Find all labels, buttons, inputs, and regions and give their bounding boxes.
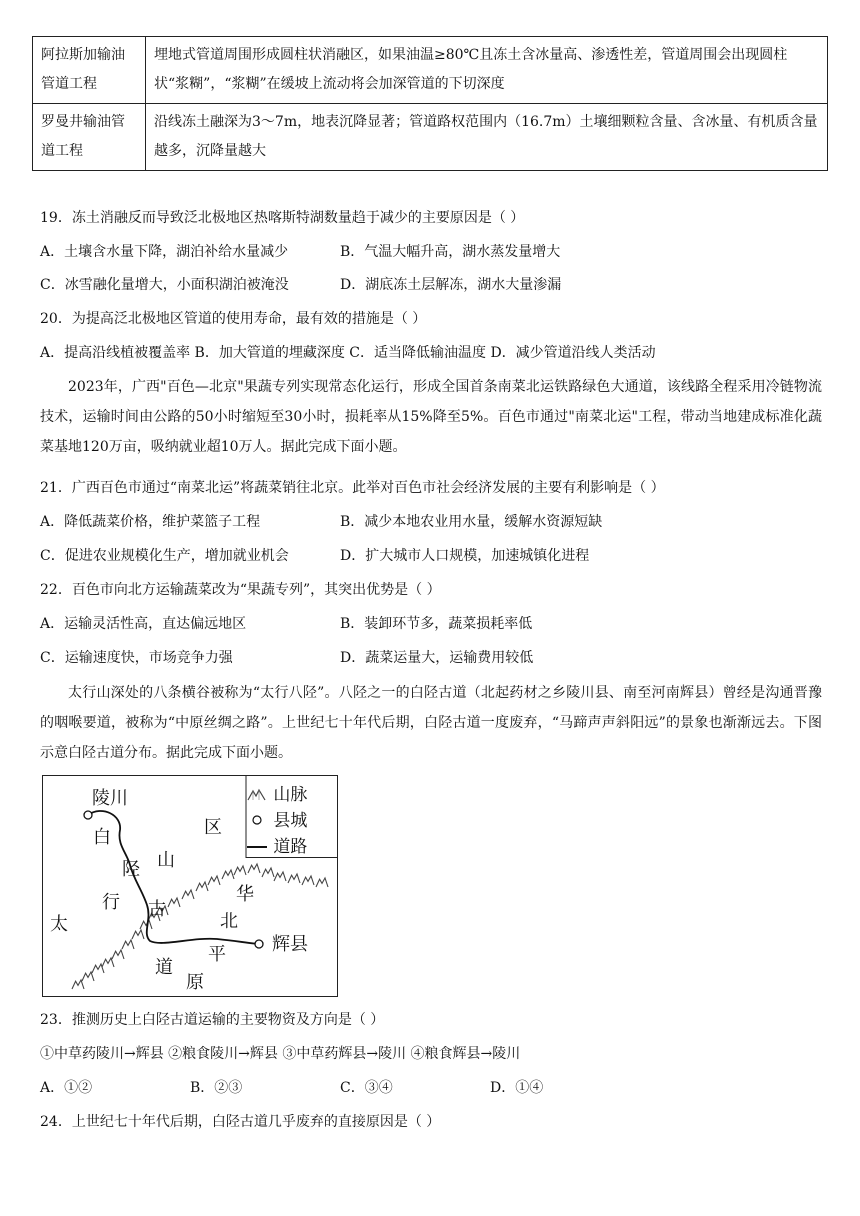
legend-county-label: 县城 bbox=[273, 811, 308, 831]
question-20-stem: 20．为提高泛北极地区管道的使用寿命，最有效的措施是（ ） bbox=[40, 311, 427, 327]
map-label-shan: 山 bbox=[157, 850, 175, 871]
passage-baixing-road: 太行山深处的八条横谷被称为“太行八陉”。八陉之一的白陉古道（北起药材之乡陵川县、南至河南辉县）曾经是沟通晋豫的咽喉要道，被称为“中原丝绸之路”。上世纪七十年代后期，白陉古道一度废弃，“马蹄声声斜阳远”的景象也渐渐远去。下图示意白陉古道分布。据此完成下面小题。 bbox=[40, 685, 822, 761]
table-cell-desc: 沿线冻土融深为3～7m，地表沉降显著；管道路权范围内（16.7m）土壤细颗粒含量、含冰量、有机质含量越多，沉降量越大 bbox=[146, 104, 828, 171]
map-label-hua: 华 bbox=[236, 884, 254, 905]
question-20-options: A．提高沿线植被覆盖率 B．加大管道的埋藏深度 C．适当降低输油温度 D．减少管道沿线人类活动 bbox=[40, 345, 656, 361]
mountain-icon bbox=[246, 786, 268, 802]
question-22-option-d: D．蔬菜运量大，运输费用较低 bbox=[340, 650, 534, 666]
table-row bbox=[33, 104, 828, 171]
map-label-xing: 陉 bbox=[122, 859, 140, 880]
question-23-option-c: C．③④ bbox=[340, 1080, 393, 1096]
question-19-stem: 19．冻土消融反而导致泛北极地区热喀斯特湖数量趋于减少的主要原因是（ ） bbox=[40, 210, 525, 226]
map-label-yuan: 原 bbox=[186, 972, 204, 993]
map-label-huixian: 辉县 bbox=[272, 934, 308, 955]
legend-road bbox=[246, 837, 307, 857]
question-24-stem: 24．上世纪七十年代后期，白陉古道几乎废弃的直接原因是（ ） bbox=[40, 1114, 441, 1130]
question-23-stem: 23．推测历史上白陉古道运输的主要物资及方向是（ ） bbox=[40, 1012, 385, 1028]
legend-road-label: 道路 bbox=[273, 837, 308, 857]
passage-vegetable-train: 2023年，广西"百色—北京"果蔬专列实现常态化运行，形成全国首条南菜北运铁路绿色大通道，该线路全程采用冷链物流技术，运输时间由公路的50小时缩短至30小时，损耗率从15%降至5%。百色市通过"南菜北运"工程，带动当地建成标准化蔬菜基地120万亩，吸纳就业超10万人。据此完成下面小题。 bbox=[40, 379, 822, 455]
question-22-stem: 22．百色市向北方运输蔬菜改为“果蔬专列”，其突出优势是（ ） bbox=[40, 582, 441, 598]
question-22-option-c: C．运输速度快，市场竞争力强 bbox=[40, 650, 233, 666]
map-label-bai: 白 bbox=[93, 827, 111, 848]
question-21-stem: 21．广西百色市通过“南菜北运”将蔬菜销往北京。此举对百色市社会经济发展的主要有利影响是（ ） bbox=[40, 480, 665, 496]
question-23-option-b: B．②③ bbox=[190, 1080, 243, 1096]
question-19-option-d: D．湖底冻土层解冻，湖水大量渗漏 bbox=[340, 277, 562, 293]
question-22-option-b: B．装卸环节多，蔬菜损耗率低 bbox=[340, 616, 533, 632]
question-22-option-a: A．运输灵活性高，直达偏远地区 bbox=[40, 616, 247, 632]
map-label-gu: 古 bbox=[148, 899, 166, 920]
question-21-option-d: D．扩大城市人口规模，加速城镇化进程 bbox=[340, 548, 590, 564]
question-21-option-b: B．减少本地农业用水量，缓解水资源短缺 bbox=[340, 514, 603, 530]
pipeline-table bbox=[32, 36, 828, 171]
question-19-option-a: A．土壤含水量下降，湖泊补给水量减少 bbox=[40, 244, 289, 260]
map-label-hang: 行 bbox=[102, 892, 120, 913]
map-label-ping: 平 bbox=[208, 944, 226, 965]
legend-mountain-label: 山脉 bbox=[273, 785, 308, 805]
question-23-option-d: D．①④ bbox=[490, 1080, 544, 1096]
table-cell-name: 罗曼井输油管道工程 bbox=[33, 104, 146, 171]
lingchuan-county-icon bbox=[84, 811, 92, 819]
legend-county bbox=[246, 811, 307, 831]
map-legend bbox=[246, 779, 336, 861]
question-23-items: ①中草药陵川→辉县 ②粮食陵川→辉县 ③中草药辉县→陵川 ④粮食辉县→陵川 bbox=[40, 1046, 521, 1062]
question-21-option-a: A．降低蔬菜价格，维护菜篮子工程 bbox=[40, 514, 261, 530]
map-label-qu: 区 bbox=[204, 817, 222, 838]
huixian-county-icon bbox=[255, 940, 263, 948]
question-19-option-c: C．冰雪融化量增大，小面积湖泊被淹没 bbox=[40, 277, 289, 293]
table-row bbox=[33, 37, 828, 104]
map-label-tai: 太 bbox=[50, 914, 68, 935]
question-19-option-b: B．气温大幅升高，湖水蒸发量增大 bbox=[340, 244, 561, 260]
road-line-icon bbox=[246, 838, 268, 854]
table-cell-name: 阿拉斯加输油管道工程 bbox=[33, 37, 146, 104]
county-circle-icon bbox=[246, 812, 268, 828]
question-23-option-a: A．①② bbox=[40, 1080, 93, 1096]
map-label-dao: 道 bbox=[155, 957, 173, 978]
table-cell-desc: 埋地式管道周围形成圆柱状消融区，如果油温≥80℃且冻土含冰量高、渗透性差，管道周围会出现圆柱状“浆糊”，“浆糊”在缓坡上流动将会加深管道的下切深度 bbox=[146, 37, 828, 104]
legend-mountain bbox=[246, 785, 307, 805]
map-label-bei: 北 bbox=[220, 911, 238, 932]
map-label-lingchuan: 陵川 bbox=[92, 788, 128, 809]
question-21-option-c: C．促进农业规模化生产，增加就业机会 bbox=[40, 548, 289, 564]
